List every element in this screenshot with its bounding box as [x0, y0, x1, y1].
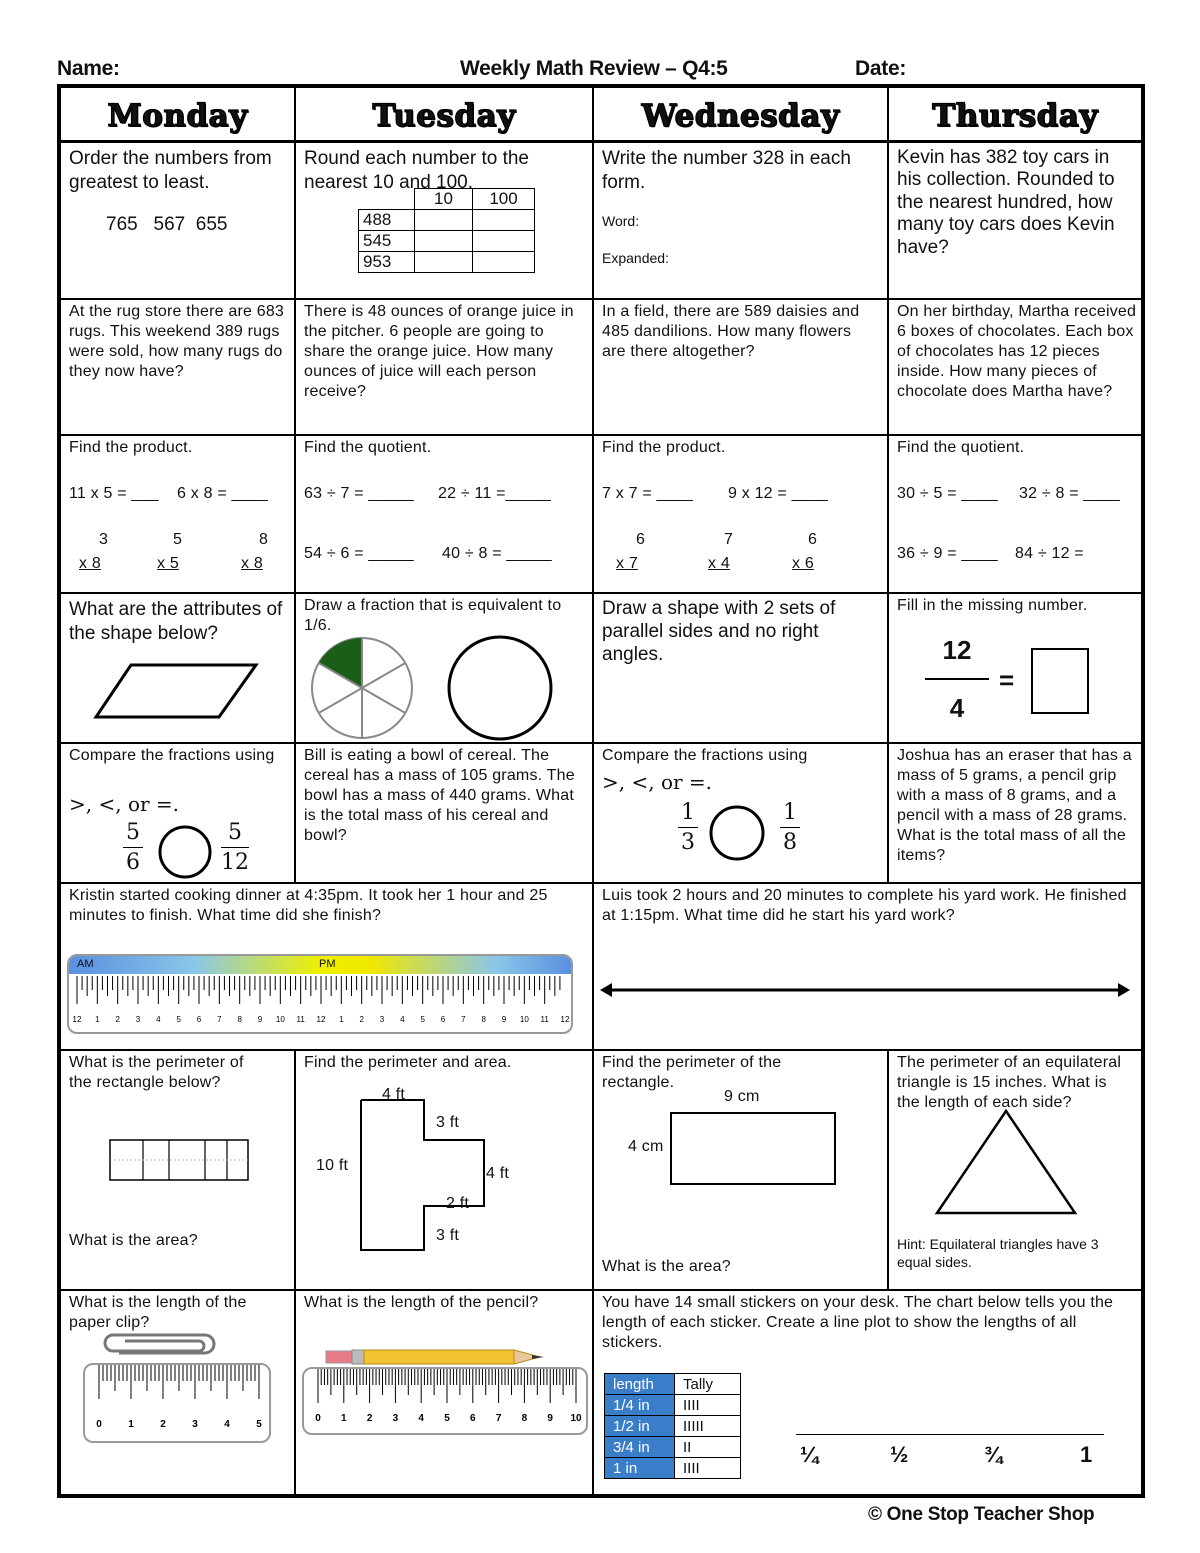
- axis-label: ½: [890, 1442, 909, 1467]
- ruler-small: [83, 1363, 271, 1443]
- grid-rectangle: [109, 1139, 251, 1183]
- r4-wednesday: [594, 594, 889, 744]
- ruler-label: 4: [418, 1413, 424, 1424]
- prompt: Compare the fractions using: [69, 747, 275, 764]
- ruler-label: 3: [392, 1413, 399, 1424]
- area-question: What is the area?: [602, 1258, 731, 1275]
- hour-label: 9: [501, 1015, 507, 1024]
- dim-label: 2 ft: [446, 1195, 470, 1212]
- r8-right: [594, 1291, 1141, 1494]
- r3-wednesday: [594, 436, 889, 594]
- r4-monday: [61, 594, 296, 744]
- worksheet-grid: [57, 84, 1145, 1498]
- rounding-table: 10 100 488 545 953: [358, 188, 535, 273]
- equation: 7 x 7 = ____: [602, 485, 693, 502]
- r5-thursday: [889, 744, 1141, 884]
- prompt: Draw a fraction that is equivalent to 1/6.: [304, 597, 562, 634]
- axis-label: 1: [1080, 1442, 1093, 1467]
- equation: 40 ÷ 8 = _____: [442, 545, 552, 562]
- prompt: Order the numbers from greatest to least.: [69, 148, 272, 193]
- hour-label: 7: [217, 1015, 222, 1024]
- equation: 63 ÷ 7 = _____: [304, 485, 414, 502]
- hour-label: 2: [359, 1015, 364, 1024]
- am-label: AM: [77, 958, 94, 970]
- r1-monday: [61, 143, 296, 300]
- day-title: Tuesday: [372, 98, 516, 134]
- ruler-label: 7: [495, 1413, 502, 1424]
- timeline-ruler: [67, 954, 573, 1034]
- ruler-label: 0: [96, 1419, 102, 1430]
- axis-label: ¾: [984, 1442, 1003, 1467]
- header-monday: [61, 88, 296, 142]
- factor: 8: [259, 531, 269, 548]
- fraction-circle-sixths: [308, 634, 416, 742]
- equation: 84 ÷ 12 =: [1015, 545, 1084, 562]
- hour-label: 4: [400, 1015, 405, 1024]
- ruler-label: 2: [366, 1413, 373, 1424]
- factor: x 8: [241, 555, 263, 572]
- area-question: What is the area?: [69, 1232, 198, 1249]
- pencil-icon: [322, 1345, 552, 1369]
- dim-label: 4 ft: [382, 1086, 406, 1103]
- r2-thursday: [889, 300, 1141, 436]
- number-line-arrow: [600, 980, 1130, 1000]
- factor: 5: [173, 531, 183, 548]
- factor: x 7: [616, 555, 638, 572]
- hour-label: 3: [379, 1015, 385, 1024]
- factor: 3: [99, 531, 109, 548]
- hour-label: 5: [176, 1015, 181, 1024]
- r7-tuesday: [296, 1051, 594, 1291]
- compare-symbols: >, <, or =.: [69, 792, 180, 816]
- answer-box[interactable]: [1031, 648, 1089, 714]
- prompt: The perimeter of an equilateral triangle is 15 inches. What is the length of each side?: [897, 1054, 1122, 1111]
- dim-label: 4 ft: [486, 1165, 510, 1182]
- dim-label: 3 ft: [436, 1227, 460, 1244]
- worksheet-title: Weekly Math Review – Q4:5: [460, 57, 728, 80]
- compare-symbols: >, <, or =.: [602, 770, 713, 794]
- hour-label: 11: [540, 1015, 549, 1024]
- ruler-label: 10: [570, 1413, 582, 1424]
- dim-label: 3 ft: [436, 1114, 460, 1131]
- ruler-label: 3: [192, 1419, 198, 1430]
- parallelogram-shape: [91, 662, 261, 722]
- prompt: Write the number 328 in each form.: [602, 148, 851, 193]
- ruler-label: 0: [315, 1413, 321, 1424]
- header-thursday: [889, 88, 1141, 142]
- prompt: Find the quotient.: [304, 439, 432, 456]
- prompt: You have 14 small stickers on your desk. The chart below tells you the length of each sticker. Create a line plot to show the lengths of all stickers.: [602, 1294, 1114, 1351]
- word-label: Word:: [602, 213, 640, 229]
- hour-label: 2: [115, 1015, 120, 1024]
- hour-label: 6: [440, 1015, 446, 1024]
- r1-wednesday: [594, 143, 889, 300]
- hour-label: 9: [257, 1015, 263, 1024]
- equilateral-triangle: [933, 1107, 1079, 1217]
- equation: 11 x 5 = ___: [69, 485, 159, 502]
- prompt: Find the product.: [602, 439, 726, 456]
- equals-sign: =: [999, 665, 1015, 695]
- prompt: Draw a shape with 2 sets of parallel sides and no right angles.: [602, 598, 836, 665]
- day-title: Monday: [107, 98, 248, 134]
- factor: 6: [808, 531, 818, 548]
- r2-wednesday: [594, 300, 889, 436]
- r5-tuesday: [296, 744, 594, 884]
- ruler-label: 1: [341, 1413, 347, 1424]
- equation: 22 ÷ 11 =_____: [438, 485, 552, 502]
- factor: x 5: [157, 555, 179, 572]
- hour-label: 4: [156, 1015, 161, 1024]
- day-title: Wednesday: [641, 98, 840, 134]
- header-wednesday: [594, 88, 889, 142]
- factor: 6: [636, 531, 646, 548]
- ruler-label: 8: [521, 1413, 528, 1424]
- rectangle-shape: [670, 1112, 836, 1185]
- hour-label: 1: [339, 1015, 344, 1024]
- r1-thursday: [889, 143, 1141, 300]
- fraction-bar: [925, 678, 989, 680]
- prompt: What is the perimeter of the rectangle below?: [69, 1054, 244, 1091]
- prompt: In a field, there are 589 daisies and 485 dandilions. How many flowers are there altogether?: [602, 303, 860, 360]
- hint-text: Hint: Equilateral triangles have 3 equal sides.: [897, 1236, 1099, 1270]
- hour-label: 10: [519, 1015, 529, 1024]
- ruler-large: [302, 1367, 588, 1435]
- ruler-label: 9: [547, 1413, 553, 1424]
- equation: 36 ÷ 9 = ____: [897, 545, 998, 562]
- prompt: Find the quotient.: [897, 439, 1025, 456]
- pm-label: PM: [319, 958, 336, 970]
- r5-monday: [61, 744, 296, 884]
- r6-left: [61, 884, 594, 1051]
- copyright-footer: © One Stop Teacher Shop: [868, 1504, 1095, 1525]
- hour-label: 12: [316, 1015, 326, 1024]
- height-label: 4 cm: [628, 1138, 664, 1155]
- hour-label: 7: [461, 1015, 466, 1024]
- numbers: 765 567 655: [106, 214, 228, 235]
- r6-right: [594, 884, 1141, 1051]
- hour-label: 3: [135, 1015, 141, 1024]
- hour-label: 8: [481, 1015, 486, 1024]
- prompt: Joshua has an eraser that has a mass of 5 grams, a pencil grip with a mass of 8 grams, and a pencil with a mass of 28 grams. What is the total mass of all the items?: [897, 747, 1132, 864]
- equation: 6 x 8 = ____: [177, 485, 268, 502]
- hour-label: 11: [296, 1015, 305, 1024]
- equation: 32 ÷ 8 = ____: [1019, 485, 1120, 502]
- prompt: Luis took 2 hours and 20 minutes to complete his yard work. He finished at 1:15pm. What time did he start his yard work?: [602, 887, 1127, 924]
- tally-chart: length Tally 1/4 in IIII 1/2 in IIIII 3/4 in II 1 in IIII: [604, 1373, 741, 1479]
- prompt: What is the length of the paper clip?: [69, 1294, 247, 1331]
- factor: 7: [724, 531, 734, 548]
- r5-wednesday: [594, 744, 889, 884]
- hour-label: 10: [275, 1015, 285, 1024]
- prompt: What are the attributes of the shape below?: [69, 599, 283, 644]
- r2-monday: [61, 300, 296, 436]
- hour-label: 12: [72, 1015, 82, 1024]
- r4-thursday: [889, 594, 1141, 744]
- r4-tuesday: [296, 594, 594, 744]
- numerator: 12: [942, 635, 972, 665]
- prompt: Find the product.: [69, 439, 193, 456]
- prompt: Find the perimeter of the rectangle.: [602, 1054, 782, 1091]
- hour-label: 8: [237, 1015, 242, 1024]
- header-tuesday: [296, 88, 594, 142]
- prompt: There is 48 ounces of orange juice in the pitcher. 6 people are going to share the orange juice. How many ounces of juice will each person receive?: [304, 303, 574, 400]
- hour-label: 12: [560, 1015, 570, 1024]
- prompt: At the rug store there are 683 rugs. This weekend 389 rugs were sold, how many rugs do they now have?: [69, 303, 285, 380]
- empty-circle: [444, 632, 556, 744]
- hour-label: 6: [196, 1015, 202, 1024]
- prompt: Kristin started cooking dinner at 4:35pm. It took her 1 hour and 25 minutes to finish. What time did she finish?: [69, 887, 548, 924]
- equation: 54 ÷ 6 = _____: [304, 545, 414, 562]
- compare-circle: [157, 824, 213, 880]
- prompt: Kevin has 382 toy cars in his collection. Rounded to the nearest hundred, how many toy cars does Kevin have?: [897, 147, 1115, 258]
- fraction-right: 1 8: [780, 800, 800, 855]
- r3-monday: [61, 436, 296, 594]
- fraction-left: 1 3: [678, 800, 698, 855]
- prompt: Bill is eating a bowl of cereal. The cereal has a mass of 105 grams. The bowl has a mass of 440 grams. What is the total mass of his cereal and bowl?: [304, 747, 575, 844]
- hour-label: 5: [420, 1015, 425, 1024]
- r1-tuesday: [296, 143, 594, 300]
- ruler-label: 4: [224, 1419, 230, 1430]
- dim-label: 10 ft: [316, 1157, 349, 1174]
- r3-thursday: [889, 436, 1141, 594]
- r3-tuesday: [296, 436, 594, 594]
- factor: x 4: [708, 555, 730, 572]
- prompt: Fill in the missing number.: [897, 597, 1088, 614]
- prompt: Compare the fractions using: [602, 747, 808, 764]
- fraction-left: 5 6: [123, 820, 143, 875]
- r7-monday: [61, 1051, 296, 1291]
- r7-thursday: [889, 1051, 1141, 1291]
- prompt: What is the length of the pencil?: [304, 1294, 539, 1311]
- date-label: Date:: [855, 57, 907, 80]
- r8-monday: [61, 1291, 296, 1494]
- ruler-label: 5: [256, 1419, 262, 1430]
- name-label: Name:: [57, 57, 120, 80]
- paper-clip-icon: [101, 1331, 221, 1359]
- denominator: 4: [949, 693, 965, 723]
- ruler-label: 5: [444, 1413, 450, 1424]
- r2-tuesday: [296, 300, 594, 436]
- width-label: 9 cm: [724, 1088, 760, 1105]
- ruler-label: 6: [470, 1413, 476, 1424]
- r7-wednesday: [594, 1051, 889, 1291]
- r8-tuesday: [296, 1291, 594, 1494]
- line-plot-axis: [796, 1434, 1104, 1435]
- prompt: On her birthday, Martha received 6 boxes of chocolates. Each box of chocolates has 12 pieces inside. How many pieces of chocolate does Martha have?: [897, 303, 1137, 400]
- fraction-right: 5 12: [221, 820, 249, 875]
- factor: x 8: [79, 555, 101, 572]
- ruler-label: 1: [128, 1419, 134, 1430]
- factor: x 6: [792, 555, 814, 572]
- ruler-label: 2: [160, 1419, 166, 1430]
- equation: 9 x 12 = ____: [728, 485, 829, 502]
- hour-label: 1: [95, 1015, 100, 1024]
- expanded-label: Expanded:: [602, 250, 669, 266]
- day-title: Thursday: [932, 98, 1098, 134]
- axis-label: ¼: [800, 1442, 819, 1467]
- prompt: Round each number to the nearest 10 and 100.: [304, 148, 529, 193]
- equation: 30 ÷ 5 = ____: [897, 485, 998, 502]
- prompt: Find the perimeter and area.: [304, 1054, 512, 1071]
- compare-circle: [708, 804, 766, 862]
